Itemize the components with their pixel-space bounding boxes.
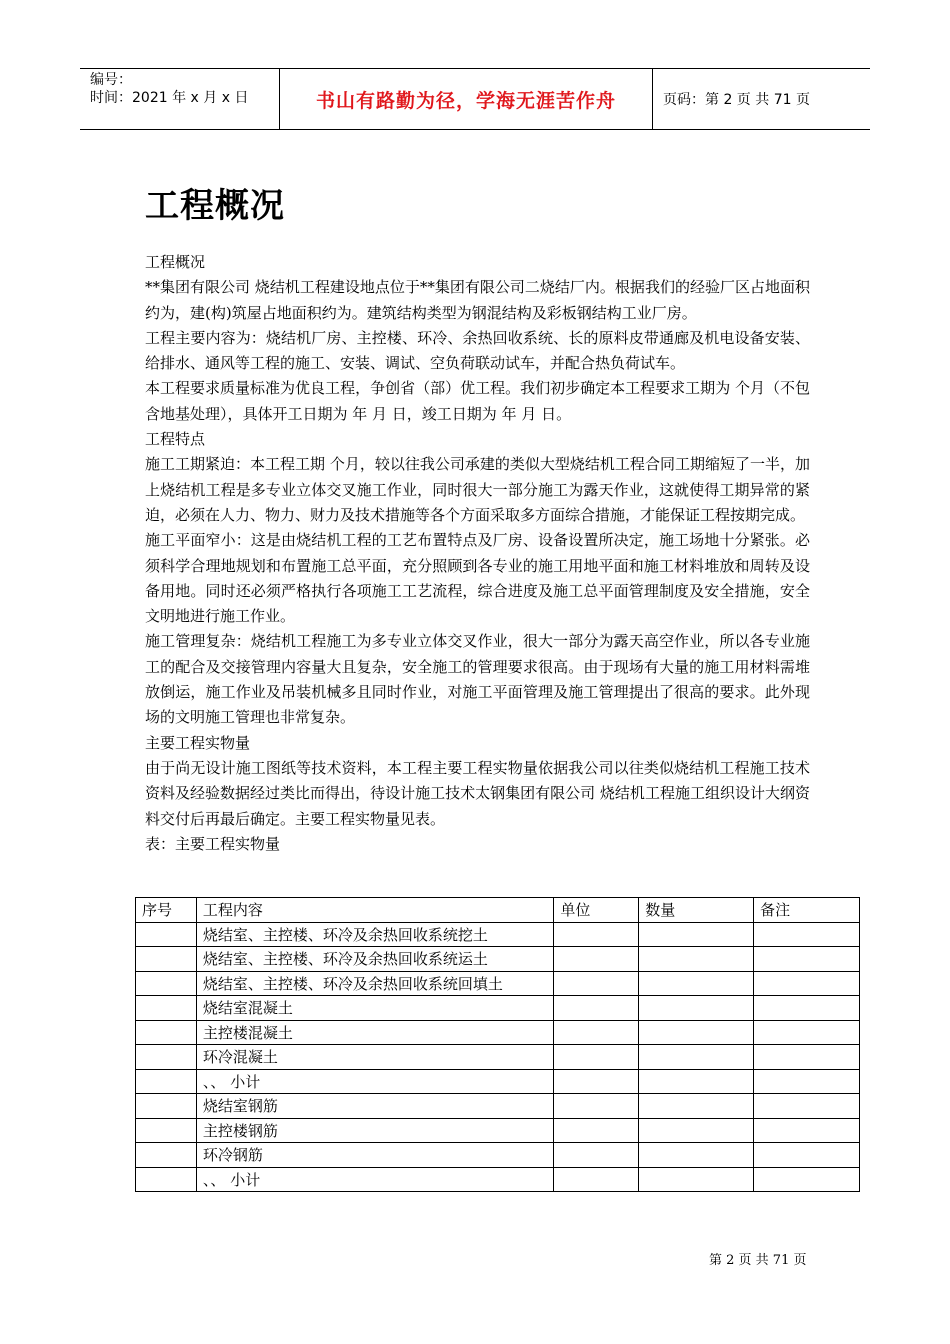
cell-content: 环冷钢筋 <box>196 1143 553 1168</box>
cell-index <box>136 947 197 972</box>
table-header-row <box>136 898 860 923</box>
cell-quantity <box>639 922 754 947</box>
cell-index <box>136 1020 197 1045</box>
cell-remark <box>754 1167 860 1192</box>
cell-unit <box>554 1069 639 1094</box>
header-content: 工程内容 <box>196 898 553 923</box>
cell-index <box>136 922 197 947</box>
paragraph-scope: 工程主要内容为：烧结机厂房、主控楼、环冷、余热回收系统、长的原料皮带通廊及机电设备安装、给排水、通风等工程的施工、安装、调试、空负荷联动试车，并配合热负荷试车。 <box>145 328 810 373</box>
cell-quantity <box>639 947 754 972</box>
table-row <box>136 1069 860 1094</box>
section-heading-features: 工程特点 <box>145 430 206 449</box>
cell-quantity <box>639 1045 754 1070</box>
cell-unit <box>554 1143 639 1168</box>
cell-content: 烧结室、主控楼、环冷及余热回收系统运土 <box>196 947 553 972</box>
cell-remark <box>754 1118 860 1143</box>
cell-remark <box>754 1069 860 1094</box>
cell-remark <box>754 1094 860 1119</box>
table-row <box>136 971 860 996</box>
cell-content: 环冷混凝土 <box>196 1045 553 1070</box>
cell-index <box>136 996 197 1021</box>
header-slogan: 书山有路勤为径，学海无涯苦作舟 <box>280 69 653 129</box>
cell-quantity <box>639 1118 754 1143</box>
header-index: 序号 <box>136 898 197 923</box>
table-row <box>136 1167 860 1192</box>
page-header <box>80 68 870 130</box>
cell-index <box>136 1094 197 1119</box>
quantities-table <box>135 897 860 1192</box>
paragraph-schedule: 施工工期紧迫：本工程工期 个月，较以往我公司承建的类似大型烧结机工程合同工期缩短了一半，加上烧结机工程是多专业立体交叉施工作业，同时很大一部分施工为露天作业，这就使得工期异常的紧迫，必须在人力、物力、财力及技术措施等各个方面采取多方面综合措施，才能保证工程按期完成。 <box>145 455 810 524</box>
cell-remark <box>754 1045 860 1070</box>
cell-content: 烧结室混凝土 <box>196 996 553 1021</box>
cell-index <box>136 1118 197 1143</box>
cell-quantity <box>639 996 754 1021</box>
paragraph-quality: 本工程要求质量标准为优良工程，争创省（部）优工程。我们初步确定本工程要求工期为 个月（不包含地基处理），具体开工日期为 年 月 日，竣工日期为 年 月 日。 <box>145 379 810 423</box>
table-caption: 表：主要工程实物量 <box>145 834 281 853</box>
cell-remark <box>754 947 860 972</box>
table-row <box>136 1118 860 1143</box>
body-text <box>145 250 810 857</box>
cell-remark <box>754 922 860 947</box>
cell-index <box>136 1045 197 1070</box>
cell-remark <box>754 996 860 1021</box>
cell-unit <box>554 1094 639 1119</box>
table-row <box>136 1143 860 1168</box>
cell-unit <box>554 1020 639 1045</box>
paragraph-site: 施工平面窄小：这是由烧结机工程的工艺布置特点及厂房、设备设置所决定，施工场地十分紧张。必须科学合理地规划和布置施工总平面，充分照顾到各专业的施工用地平面和施工材料堆放和周转及设备用地。同时还必须严格执行各项施工工艺流程，综合进度及施工总平面管理制度及安全措施，安全文明地进行施工作业。 <box>145 531 810 626</box>
cell-unit <box>554 996 639 1021</box>
cell-index <box>136 1143 197 1168</box>
cell-quantity <box>639 1094 754 1119</box>
cell-quantity <box>639 1020 754 1045</box>
cell-unit <box>554 971 639 996</box>
table-row <box>136 922 860 947</box>
cell-content: 烧结室、主控楼、环冷及余热回收系统回填土 <box>196 971 553 996</box>
section-heading-overview: 工程概况 <box>145 253 206 271</box>
cell-content: 烧结室、主控楼、环冷及余热回收系统挖土 <box>196 922 553 947</box>
header-unit: 单位 <box>554 898 639 923</box>
cell-content: 、、 小计 <box>196 1167 553 1192</box>
header-quantity: 数量 <box>639 898 754 923</box>
page-title: 工程概况 <box>145 186 285 226</box>
cell-remark <box>754 1143 860 1168</box>
table-row <box>136 1094 860 1119</box>
table-row <box>136 1045 860 1070</box>
document-number: 编号： <box>90 72 132 88</box>
cell-content: 主控楼混凝土 <box>196 1020 553 1045</box>
table-row <box>136 947 860 972</box>
document-time: 时间：2021 年 x 月 x 日 <box>90 90 249 106</box>
cell-remark <box>754 1020 860 1045</box>
header-page-number: 页码：第 2 页 共 71 页 <box>663 92 810 108</box>
cell-unit <box>554 947 639 972</box>
paragraph-quantities: 由于尚无设计施工图纸等技术资料，本工程主要工程实物量依据我公司以往类似烧结机工程施工技术资料及经验数据经过类比而得出，待设计施工技术太钢集团有限公司 烧结机工程施工组织设计大纲资料交付后再最后确定。主要工程实物量见表。 <box>145 758 810 828</box>
cell-index <box>136 1069 197 1094</box>
cell-index <box>136 971 197 996</box>
cell-quantity <box>639 1167 754 1192</box>
header-meta <box>80 69 280 129</box>
cell-unit <box>554 1167 639 1192</box>
cell-content: 主控楼钢筋 <box>196 1118 553 1143</box>
paragraph-location: **集团有限公司 烧结机工程建设地点位于**集团有限公司二烧结厂内。根据我们的经验厂区占地面积约为，建(构)筑屋占地面积约为。建筑结构类型为钢混结构及彩板钢结构工业厂房。 <box>145 278 810 322</box>
cell-quantity <box>639 1069 754 1094</box>
header-remark: 备注 <box>754 898 860 923</box>
cell-quantity <box>639 1143 754 1168</box>
section-heading-quantities: 主要工程实物量 <box>145 733 251 752</box>
page-footer: 第 2 页 共 71 页 <box>709 1253 807 1268</box>
paragraph-management: 施工管理复杂：烧结机工程施工为多专业立体交叉作业，很大一部分为露天高空作业，所以各专业施工的配合及交接管理内容量大且复杂，安全施工的管理要求很高。由于现场有大量的施工用材料需堆放倒运，施工作业及吊装机械多且同时作业，对施工平面管理及施工管理提出了很高的要求。此外现场的文明施工管理也非常复杂。 <box>145 632 810 727</box>
cell-quantity <box>639 971 754 996</box>
table-row <box>136 1020 860 1045</box>
cell-unit <box>554 1045 639 1070</box>
table-row <box>136 996 860 1021</box>
cell-unit <box>554 922 639 947</box>
cell-unit <box>554 1118 639 1143</box>
cell-content: 、、 小计 <box>196 1069 553 1094</box>
cell-index <box>136 1167 197 1192</box>
cell-remark <box>754 971 860 996</box>
cell-content: 烧结室钢筋 <box>196 1094 553 1119</box>
